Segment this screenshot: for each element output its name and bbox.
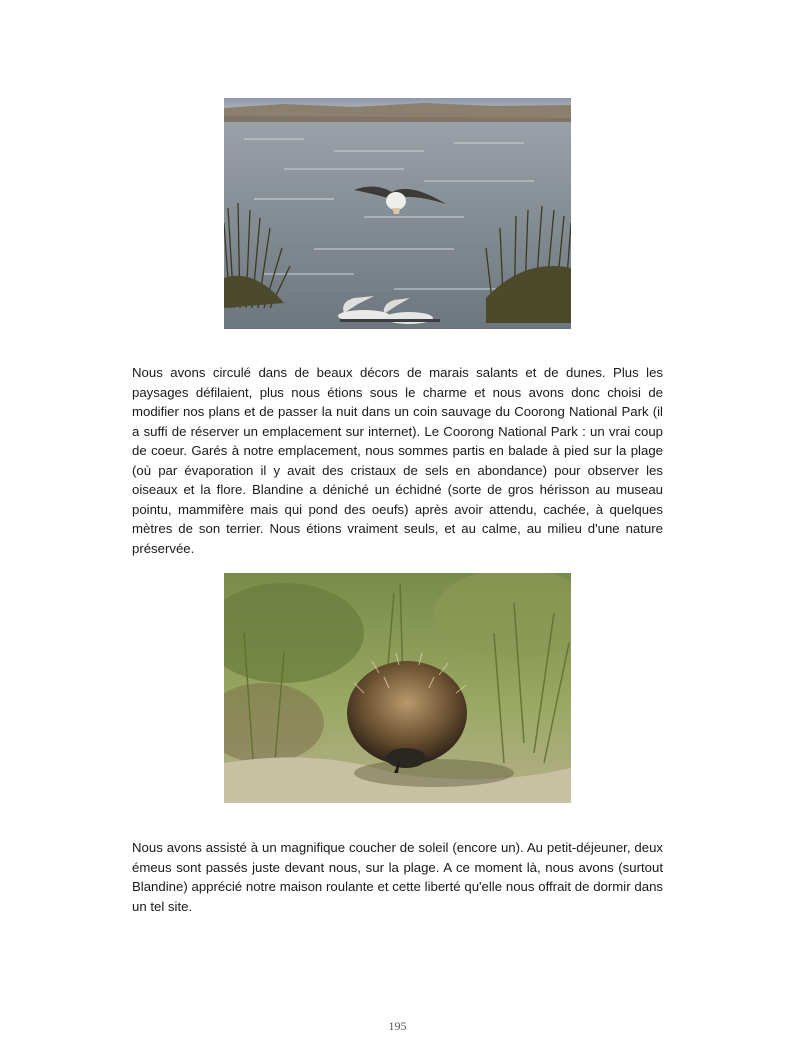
paragraph-sunset-emus: Nous avons assisté à un magnifique coucher de soleil (encore un). Au petit-déjeuner, deux émeus sont passés juste devant nous, sur la plage. A ce moment là, nous avons (surtout Blandine) apprécié notre maison roulante et cette liberté qu'elle nous offrait de dormir dans un tel site.	[132, 840, 663, 914]
paragraph-coorong-visit: Nous avons circulé dans de beaux décors de marais salants et de dunes. Plus les paysages défilaient, plus nous étions sous le charme et nous avons donc choisi de modifier nos plans et de passer la nuit dans un coin sauvage du Coorong National Park (il a suffi de réserver un emplacement sur internet). Le Coorong National Park : un vrai coup de coeur. Garés à notre emplacement, nous sommes partis en balade à pied sur la plage (où par évaporation il y avait des cristaux de sels en abondance) pour observer les oiseaux et la flore. Blandine a déniché un échidné (sorte de gros hérisson au museau pointu, mammifère mais qui pond des oeufs) après avoir attendu, cachée, à quelques mètres de son terrier. Nous étions vraiment seuls, et au calme, au milieu d'une nature préservée.	[132, 365, 663, 556]
page-number: 195	[388, 1019, 407, 1033]
photo-pelicans-lagoon	[224, 98, 571, 329]
pelicans-image	[224, 98, 571, 329]
echidna-image	[224, 573, 571, 803]
photo-echidna	[224, 573, 571, 803]
